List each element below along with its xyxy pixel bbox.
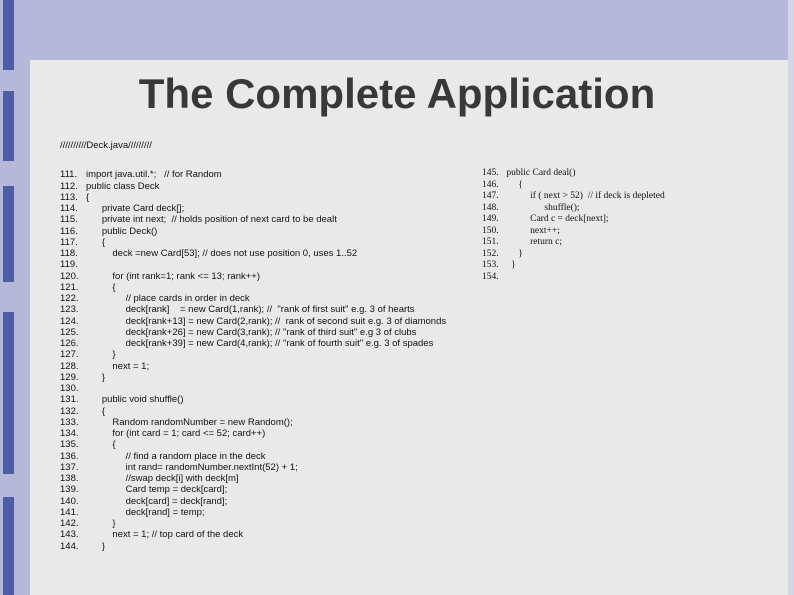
line-number: 148. (482, 202, 499, 213)
line-text: //swap deck[i] with deck[m] (86, 473, 239, 484)
line-text: import java.util.*; // for Random (86, 169, 222, 181)
line-number: 145. (482, 168, 499, 178)
line-text: for (int card = 1; card <= 52; card++) (86, 428, 266, 439)
code-line (60, 496, 480, 507)
line-text: deck[rank] = new Card(1,rank); // "rank of first suit" e.g. 3 of hearts (86, 304, 415, 316)
line-number: 116. (60, 225, 78, 237)
line-text: return c; (504, 237, 563, 247)
code-line (60, 214, 480, 225)
code-line (60, 484, 480, 495)
line-number: 142. (60, 518, 79, 529)
line-text: { (86, 405, 106, 417)
line-text: next = 1; (86, 360, 150, 372)
line-text: deck[rand] = temp; (86, 506, 205, 518)
line-text: private int next; // holds position of next card to be dealt (86, 214, 337, 226)
line-number: 143. (60, 529, 79, 541)
code-line (60, 192, 480, 203)
line-number: 139. (60, 484, 79, 496)
line-number: 113. (60, 191, 78, 203)
line-number: 154. (482, 271, 499, 282)
line-text: { (504, 179, 523, 190)
line-number: 117. (60, 236, 78, 248)
line-text: next = 1; // top card of the deck (86, 529, 244, 541)
code-line (482, 168, 782, 180)
code-line (60, 462, 480, 473)
line-number: 129. (60, 371, 79, 383)
line-number: 138. (60, 473, 79, 484)
line-number: 118. (60, 248, 78, 259)
line-text: // find a random place in the deck (86, 450, 266, 462)
line-text: { (86, 236, 106, 248)
line-number: 137. (60, 461, 79, 473)
line-text: deck[rank+13] = new Card(2,rank); // rank of second suit e.g. 3 of diamonds (86, 315, 447, 327)
line-number: 151. (482, 237, 499, 247)
code-line (60, 529, 480, 540)
line-number: 153. (482, 260, 499, 270)
slide-title: The Complete Application (138, 70, 656, 117)
accent-bar (3, 0, 14, 70)
line-text: } (86, 349, 116, 361)
code-line (482, 180, 782, 192)
line-number: 120. (60, 270, 79, 282)
code-line (60, 428, 480, 439)
line-text: deck[rank+39] = new Card(4,rank); // "rank of fourth suit" e.g. 3 of spades (86, 338, 434, 349)
code-line (482, 249, 782, 261)
line-text: deck[rank+26] = new Card(3,rank); // "rank of third suit" e.g 3 of clubs (86, 326, 417, 338)
accent-bar (3, 186, 14, 282)
code-line (60, 316, 480, 327)
code-lines-left (60, 169, 480, 552)
code-line (60, 259, 480, 270)
line-text: } (86, 518, 116, 529)
line-number: 115. (60, 214, 78, 226)
line-number: 149. (482, 214, 499, 224)
line-number: 126. (60, 338, 79, 349)
line-number: 134. (60, 428, 79, 439)
line-number: 122. (60, 293, 79, 304)
line-text: { (86, 281, 116, 293)
line-text: { (86, 439, 116, 451)
line-number: 130. (60, 383, 79, 394)
line-text: Card temp = deck[card]; (86, 484, 228, 496)
line-text: Random randomNumber = new Random(); (86, 416, 293, 428)
code-line (60, 304, 480, 315)
code-line (60, 383, 480, 394)
code-line (60, 417, 480, 428)
line-text: } (86, 371, 106, 383)
code-line (60, 293, 480, 304)
line-text: { (86, 191, 90, 203)
line-number: 132. (60, 405, 79, 417)
line-number: 147. (482, 191, 499, 201)
line-number: 141. (60, 506, 79, 518)
code-line (60, 203, 480, 214)
code-line (60, 473, 480, 484)
code-line (60, 372, 480, 383)
code-line (60, 394, 480, 405)
line-number: 136. (60, 450, 79, 462)
spacer (60, 151, 480, 169)
line-number: 150. (482, 225, 499, 236)
code-lines-right (482, 168, 782, 283)
code-line (482, 260, 782, 272)
line-number: 135. (60, 439, 79, 451)
code-line (60, 271, 480, 282)
accent-bar (3, 497, 14, 595)
line-text: next++; (504, 225, 560, 236)
line-text: } (86, 540, 106, 552)
line-text: public class Deck (86, 180, 160, 192)
line-text: } (504, 260, 516, 270)
line-number: 114. (60, 203, 78, 214)
line-number: 152. (482, 248, 499, 259)
top-decorative-band (0, 0, 794, 60)
code-line (482, 237, 782, 249)
line-number: 112. (60, 180, 78, 192)
line-text: Card c = deck[next]; (504, 214, 609, 224)
code-line (60, 237, 480, 248)
code-line (482, 226, 782, 238)
code-line (60, 361, 480, 372)
line-text: public Deck() (86, 225, 158, 237)
code-line (60, 226, 480, 237)
line-text: } (504, 248, 523, 259)
line-number: 146. (482, 179, 499, 190)
line-text: shuffle(); (504, 202, 580, 213)
code-line (60, 541, 480, 552)
code-listing-left (60, 140, 480, 552)
line-number: 128. (60, 360, 79, 372)
line-number: 133. (60, 416, 79, 428)
line-number: 121. (60, 281, 79, 293)
line-number: 119. (60, 259, 78, 271)
line-text: public void shuffle() (86, 394, 184, 406)
line-text: if ( next > 52) // if deck is depleted (504, 191, 665, 201)
code-line (60, 451, 480, 462)
line-number: 111. (60, 169, 78, 181)
line-number: 144. (60, 540, 79, 552)
line-number: 125. (60, 326, 79, 338)
code-line (60, 338, 480, 349)
code-line (482, 214, 782, 226)
code-line (60, 439, 480, 450)
code-line (60, 282, 480, 293)
code-line (60, 349, 480, 360)
code-line (482, 272, 782, 284)
code-line (60, 169, 480, 180)
accent-bar (3, 312, 14, 474)
line-number: 140. (60, 495, 79, 507)
line-text: // place cards in order in deck (86, 293, 250, 304)
code-listing-right (482, 168, 782, 283)
code-line (60, 248, 480, 259)
code-line (60, 507, 480, 518)
line-text: public Card deal() (504, 168, 576, 178)
code-line (60, 518, 480, 529)
line-text: int rand= randomNumber.nextInt(52) + 1; (86, 461, 298, 473)
code-line (482, 203, 782, 215)
line-number: 131. (60, 394, 79, 406)
line-number: 123. (60, 304, 79, 316)
code-line (60, 327, 480, 338)
code-line (60, 406, 480, 417)
code-line (60, 181, 480, 192)
line-number: 124. (60, 315, 79, 327)
line-text: for (int rank=1; rank <= 13; rank++) (86, 270, 260, 282)
code-line (482, 191, 782, 203)
file-header: //////////Deck.java///////// (60, 140, 152, 151)
line-text: deck[card] = deck[rand]; (86, 495, 228, 507)
line-text: private Card deck[]; (86, 203, 185, 214)
line-number: 127. (60, 349, 79, 361)
line-text: deck =new Card[53]; // does not use position 0, uses 1..52 (86, 248, 358, 259)
